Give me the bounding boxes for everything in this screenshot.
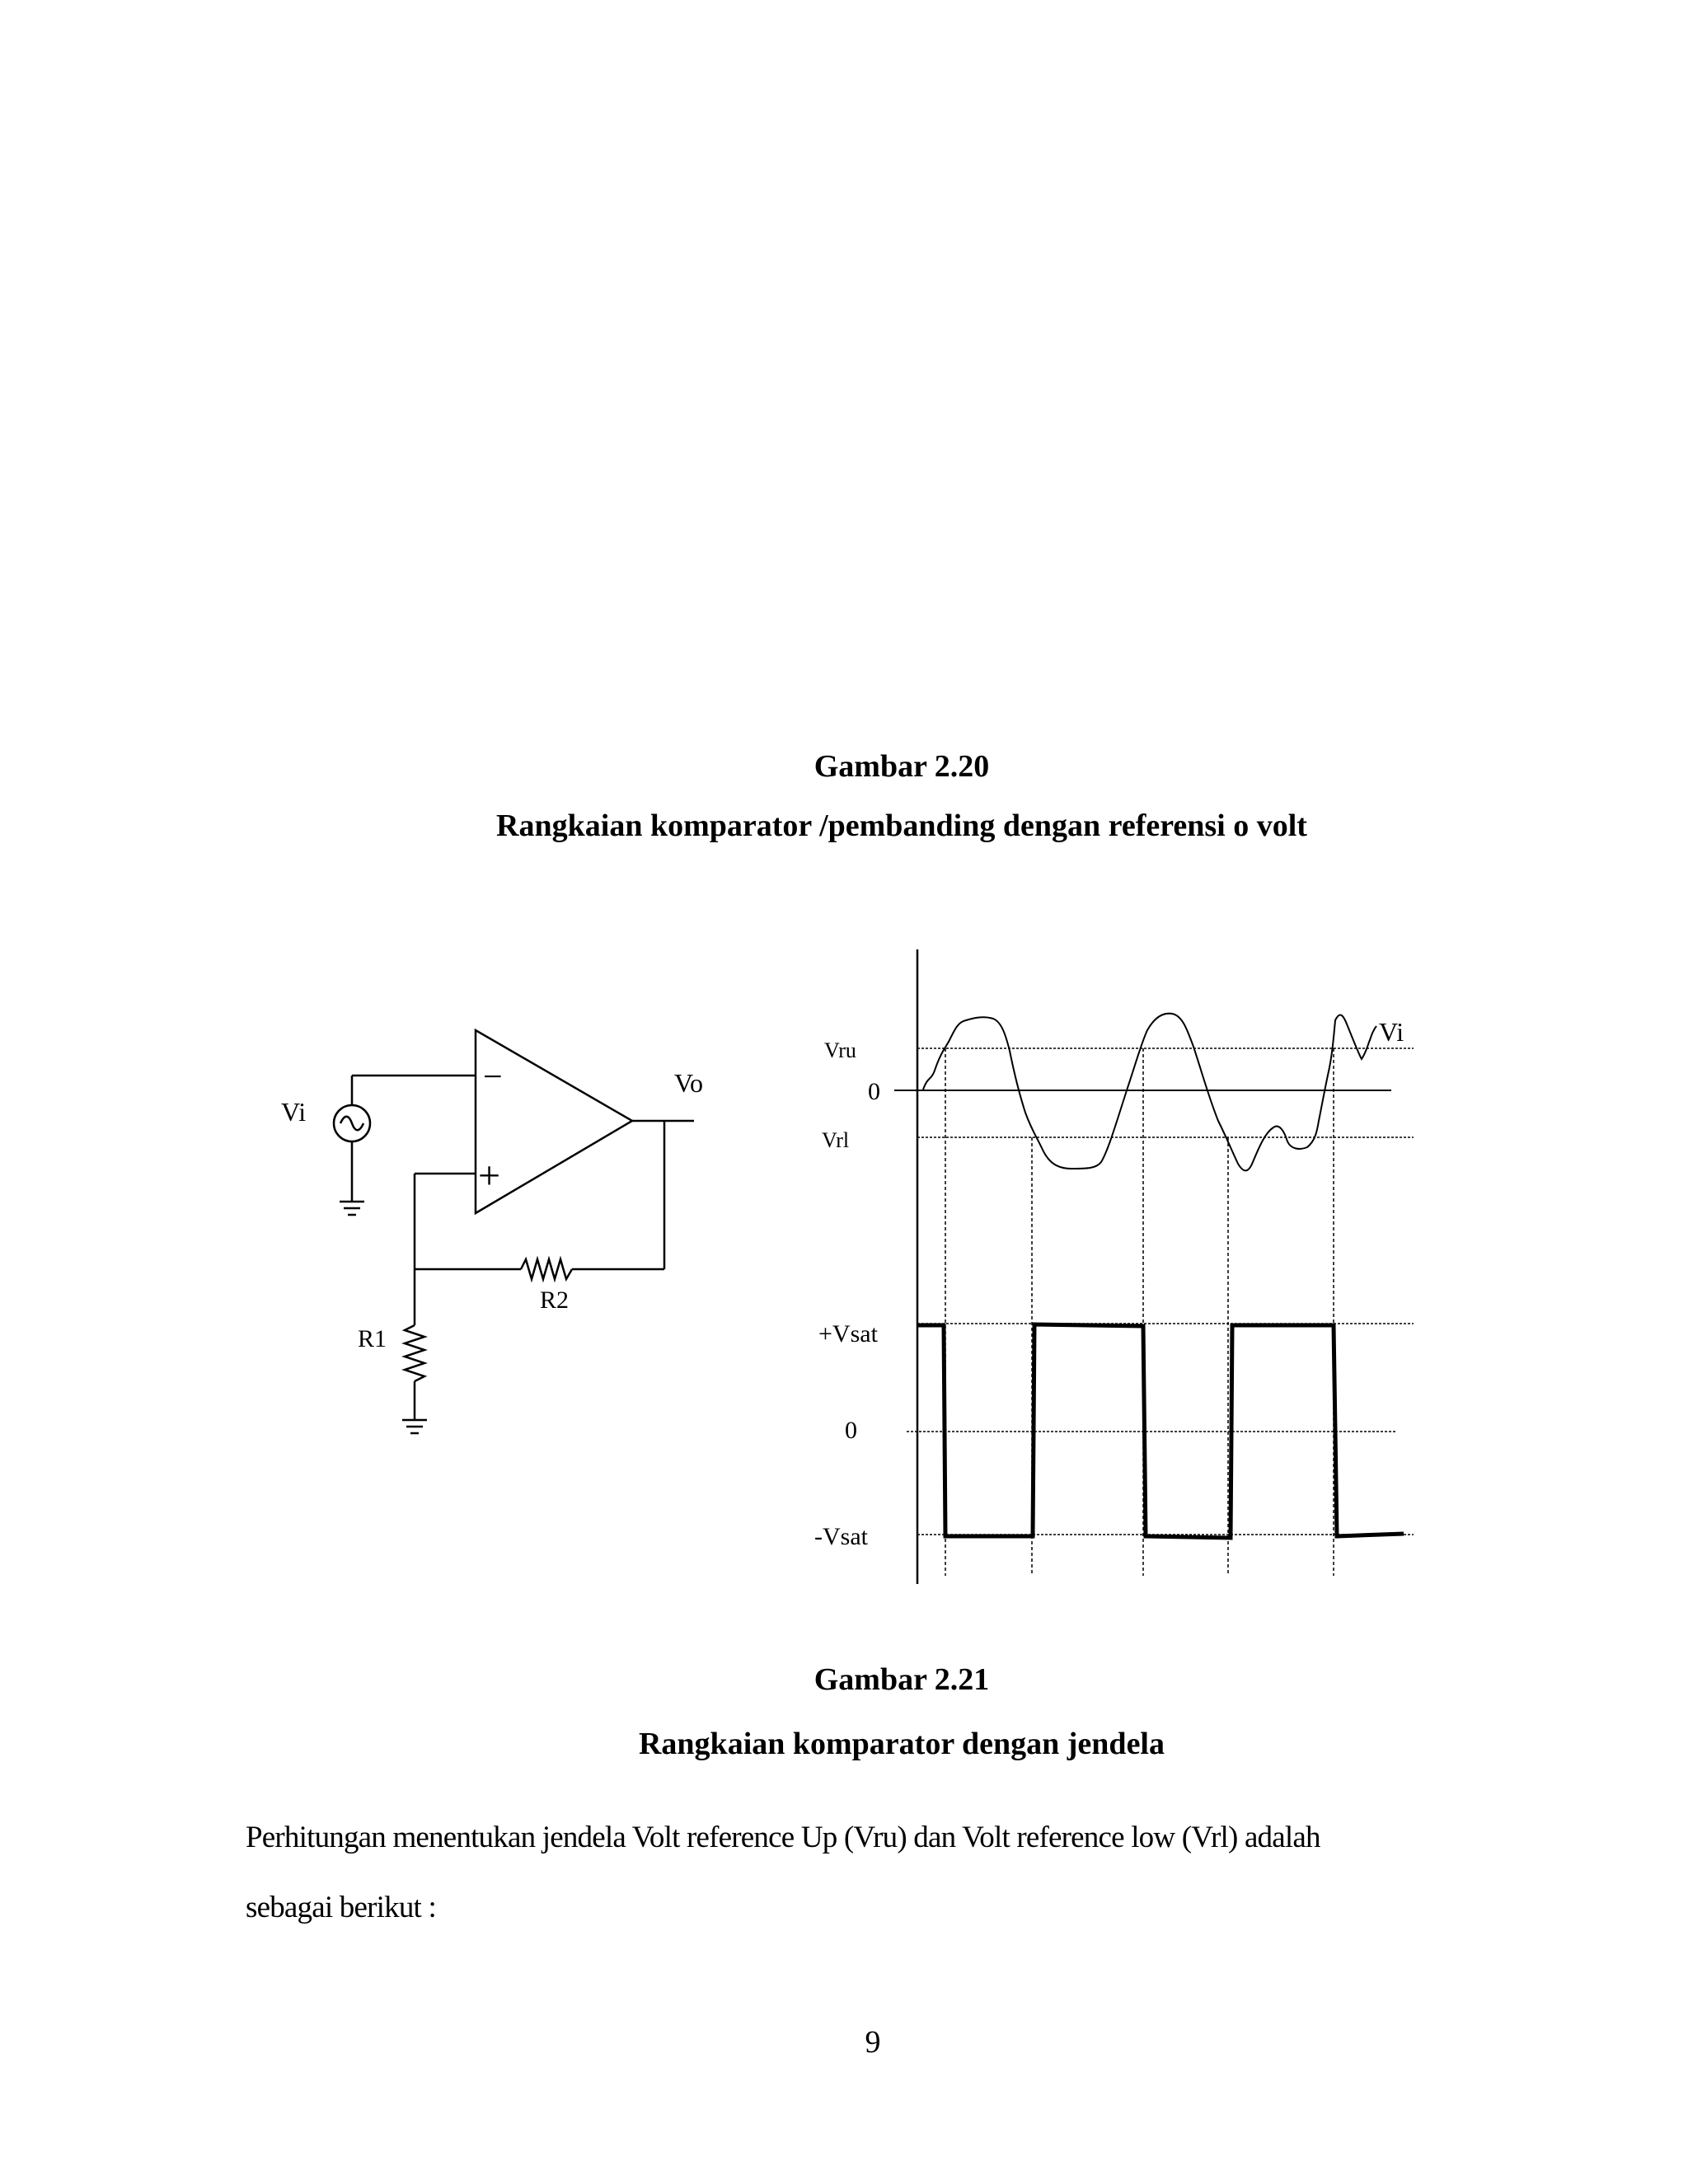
vrl-label: Vrl [822, 1128, 850, 1152]
zero-bottom-label: 0 [845, 1417, 857, 1444]
figure-2-21-title: Rangkaian komparator dengan jendela [638, 1727, 1165, 1761]
vru-label: Vru [824, 1038, 856, 1062]
resistor-r1-label: R1 [358, 1325, 387, 1352]
comparator-circuit [334, 1030, 694, 1433]
figure-2-20-title: Rangkaian komparator /pembanding dengan referensi o volt [496, 808, 1307, 843]
page-number: 9 [865, 2025, 881, 2060]
resistor-r2-zigzag [521, 1259, 572, 1279]
op-amp-plus-sign: + [478, 1154, 501, 1197]
zero-top-label: 0 [868, 1078, 880, 1105]
input-signal-label: Vi [1379, 1017, 1404, 1047]
resistor-r1-zigzag [405, 1325, 424, 1381]
neg-sat-label: -Vsat [814, 1523, 868, 1550]
input-signal-curve [923, 1014, 1376, 1171]
pos-sat-label: +Vsat [818, 1320, 878, 1347]
output-label: Vo [674, 1068, 703, 1098]
paragraph-line-1: Perhitungan menentukan jendela Volt reference Up (Vru) dan Volt reference low (Vrl) adalah [246, 1821, 1320, 1854]
figure-2-21-number: Gambar 2.21 [814, 1662, 990, 1697]
op-amp-minus-sign: − [483, 1058, 503, 1096]
resistor-r2-label: R2 [540, 1286, 570, 1314]
waveform-diagram [894, 949, 1414, 1584]
source-label: Vi [281, 1097, 307, 1127]
paragraph-line-2: sebagai berikut : [246, 1891, 436, 1924]
figure-2-20-number: Gambar 2.20 [814, 749, 990, 784]
